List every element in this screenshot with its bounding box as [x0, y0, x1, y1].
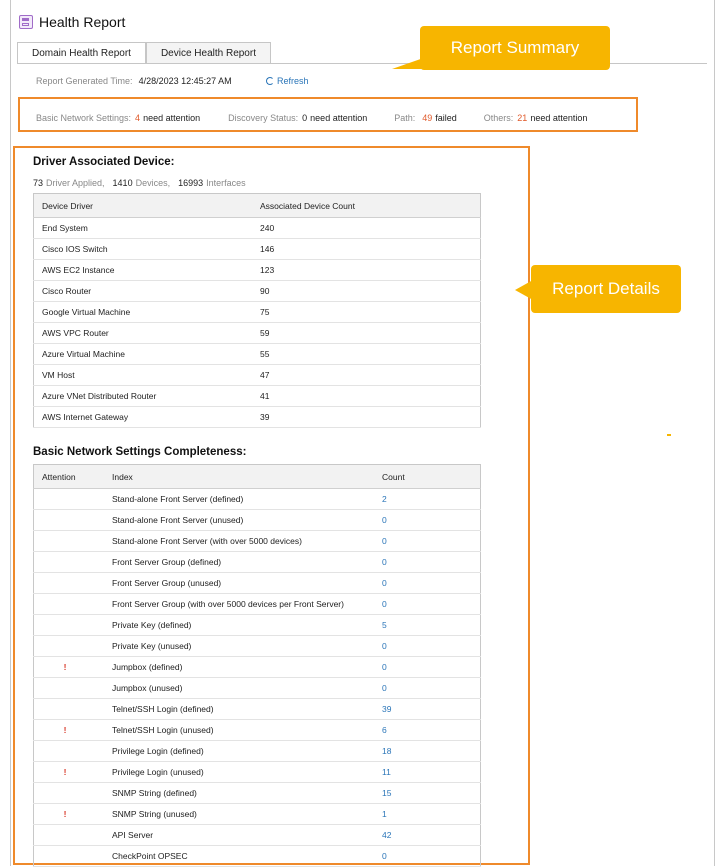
index-cell: CheckPoint OPSEC: [96, 846, 372, 867]
table-row[interactable]: [34, 302, 481, 323]
attention-cell: [34, 510, 97, 531]
summary-discovery-label: Discovery Status:: [228, 113, 299, 123]
table-row[interactable]: [34, 281, 481, 302]
count-cell[interactable]: 42: [372, 825, 481, 846]
count-cell[interactable]: 18: [372, 741, 481, 762]
index-cell: Privilege Login (defined): [96, 741, 372, 762]
index-cell: Private Key (unused): [96, 636, 372, 657]
column-header[interactable]: Index: [96, 465, 372, 489]
summary-discovery-suffix: need attention: [310, 113, 368, 123]
device-count-cell: 55: [252, 344, 481, 365]
device-driver-cell: Cisco IOS Switch: [34, 239, 253, 260]
device-count-cell: 47: [252, 365, 481, 386]
table-row[interactable]: [34, 573, 481, 594]
index-cell: Front Server Group (unused): [96, 573, 372, 594]
table-header-row: [34, 465, 481, 489]
index-cell: Stand-alone Front Server (with over 5000 devices): [96, 531, 372, 552]
count-cell[interactable]: 2: [372, 489, 481, 510]
refresh-button[interactable]: [266, 76, 309, 86]
attention-cell: [34, 594, 97, 615]
driver-section-title: Driver Associated Device:: [33, 156, 175, 168]
summary-basic-label: Basic Network Settings:: [36, 113, 132, 123]
count-cell[interactable]: 0: [372, 594, 481, 615]
attention-cell: [34, 699, 97, 720]
count-cell[interactable]: 5: [372, 615, 481, 636]
report-summary: [36, 113, 587, 123]
generated-time-value: 4/28/2023 12:45:27 AM: [138, 76, 232, 86]
device-count-cell: 146: [252, 239, 481, 260]
count-cell[interactable]: 15: [372, 783, 481, 804]
completeness-table: [33, 464, 481, 867]
index-cell: SNMP String (defined): [96, 783, 372, 804]
table-row[interactable]: [34, 260, 481, 281]
table-row[interactable]: [34, 510, 481, 531]
window-title-bar: [19, 12, 125, 32]
count-cell[interactable]: 0: [372, 636, 481, 657]
table-row[interactable]: [34, 365, 481, 386]
table-row[interactable]: [34, 489, 481, 510]
attention-cell: [34, 615, 97, 636]
report-tabs: [17, 42, 271, 64]
attention-cell: !: [34, 804, 97, 825]
table-row[interactable]: [34, 783, 481, 804]
device-driver-cell: End System: [34, 218, 253, 239]
device-driver-cell: Azure Virtual Machine: [34, 344, 253, 365]
column-header[interactable]: Count: [372, 465, 481, 489]
count-cell[interactable]: 0: [372, 510, 481, 531]
tab-device-health-report[interactable]: Device Health Report: [146, 42, 271, 64]
table-row[interactable]: [34, 386, 481, 407]
callout-report-summary: Report Summary: [420, 26, 610, 70]
attention-cell: [34, 678, 97, 699]
attention-cell: !: [34, 762, 97, 783]
table-header-row: [34, 194, 481, 218]
table-row[interactable]: [34, 720, 481, 741]
devices-count: 1410: [112, 178, 133, 188]
index-cell: Private Key (defined): [96, 615, 372, 636]
device-count-cell: 41: [252, 386, 481, 407]
summary-basic-count[interactable]: 4: [135, 113, 141, 123]
table-row[interactable]: [34, 762, 481, 783]
attention-cell: [34, 741, 97, 762]
refresh-icon: [266, 77, 274, 85]
attention-cell: [34, 636, 97, 657]
drivers-applied-label: Driver Applied,: [46, 178, 105, 188]
table-row[interactable]: [34, 239, 481, 260]
table-row[interactable]: [34, 846, 481, 867]
device-driver-cell: Azure VNet Distributed Router: [34, 386, 253, 407]
index-cell: Telnet/SSH Login (defined): [96, 699, 372, 720]
column-header[interactable]: Attention: [34, 465, 97, 489]
table-row[interactable]: [34, 804, 481, 825]
tab-domain-health-report[interactable]: Domain Health Report: [17, 42, 146, 64]
device-driver-cell: Cisco Router: [34, 281, 253, 302]
attention-cell: [34, 552, 97, 573]
table-row[interactable]: [34, 657, 481, 678]
report-icon: [19, 15, 33, 29]
table-row[interactable]: [34, 615, 481, 636]
drivers-applied-count: 73: [33, 178, 44, 188]
device-count-cell: 240: [252, 218, 481, 239]
device-driver-cell: AWS EC2 Instance: [34, 260, 253, 281]
index-cell: Front Server Group (with over 5000 devices per Front Server): [96, 594, 372, 615]
index-cell: Jumpbox (unused): [96, 678, 372, 699]
index-cell: Stand-alone Front Server (unused): [96, 510, 372, 531]
index-cell: Telnet/SSH Login (unused): [96, 720, 372, 741]
driver-stats: [33, 178, 246, 188]
summary-basic-suffix: need attention: [143, 113, 201, 123]
count-cell[interactable]: 0: [372, 531, 481, 552]
interfaces-label: Interfaces: [206, 178, 246, 188]
count-cell[interactable]: 0: [372, 657, 481, 678]
attention-cell: !: [34, 657, 97, 678]
table-row[interactable]: [34, 594, 481, 615]
table-row[interactable]: [34, 636, 481, 657]
count-cell[interactable]: 39: [372, 699, 481, 720]
table-row[interactable]: [34, 531, 481, 552]
completeness-section-title: Basic Network Settings Completeness:: [33, 446, 247, 458]
table-row[interactable]: [34, 678, 481, 699]
interfaces-count: 16993: [178, 178, 204, 188]
attention-cell: [34, 783, 97, 804]
count-cell[interactable]: 6: [372, 720, 481, 741]
device-count-cell: 90: [252, 281, 481, 302]
column-header[interactable]: Device Driver: [34, 194, 253, 218]
device-driver-cell: Google Virtual Machine: [34, 302, 253, 323]
refresh-label: Refresh: [277, 76, 309, 86]
window-title: Health Report: [39, 14, 126, 30]
summary-discovery-count[interactable]: 0: [302, 113, 308, 123]
attention-cell: [34, 489, 97, 510]
count-cell[interactable]: 0: [372, 678, 481, 699]
table-row[interactable]: [34, 741, 481, 762]
summary-others-suffix: need attention: [530, 113, 588, 123]
generated-time-label: Report Generated Time:: [36, 76, 133, 86]
device-driver-cell: AWS Internet Gateway: [34, 407, 253, 428]
index-cell: SNMP String (unused): [96, 804, 372, 825]
attention-cell: [34, 531, 97, 552]
summary-others-label: Others:: [483, 113, 514, 123]
driver-table: [33, 193, 481, 428]
attention-cell: [34, 846, 97, 867]
count-cell[interactable]: 0: [372, 573, 481, 594]
count-cell[interactable]: 1: [372, 804, 481, 825]
column-header[interactable]: Associated Device Count: [252, 194, 481, 218]
device-count-cell: 75: [252, 302, 481, 323]
table-row[interactable]: [34, 344, 481, 365]
callout-report-details: Report Details: [531, 265, 681, 313]
table-row[interactable]: [34, 699, 481, 720]
devices-label: Devices,: [135, 178, 171, 188]
report-generated-time: [36, 76, 232, 86]
count-cell[interactable]: 0: [372, 846, 481, 867]
count-cell[interactable]: 11: [372, 762, 481, 783]
summary-path-count[interactable]: 49: [422, 113, 433, 123]
index-cell: Front Server Group (defined): [96, 552, 372, 573]
summary-path-suffix: failed: [435, 113, 457, 123]
index-cell: Stand-alone Front Server (defined): [96, 489, 372, 510]
device-driver-cell: VM Host: [34, 365, 253, 386]
index-cell: Privilege Login (unused): [96, 762, 372, 783]
index-cell: Jumpbox (defined): [96, 657, 372, 678]
table-row[interactable]: [34, 407, 481, 428]
device-count-cell: 123: [252, 260, 481, 281]
table-row[interactable]: [34, 323, 481, 344]
table-row[interactable]: [34, 552, 481, 573]
device-driver-cell: AWS VPC Router: [34, 323, 253, 344]
table-row[interactable]: [34, 825, 481, 846]
summary-others-count[interactable]: 21: [517, 113, 528, 123]
device-count-cell: 39: [252, 407, 481, 428]
summary-path-label: Path:: [394, 113, 416, 123]
index-cell: API Server: [96, 825, 372, 846]
attention-cell: !: [34, 720, 97, 741]
device-count-cell: 59: [252, 323, 481, 344]
attention-cell: [34, 825, 97, 846]
count-cell[interactable]: 0: [372, 552, 481, 573]
annotation-mark: [667, 434, 671, 436]
table-row[interactable]: [34, 218, 481, 239]
attention-cell: [34, 573, 97, 594]
